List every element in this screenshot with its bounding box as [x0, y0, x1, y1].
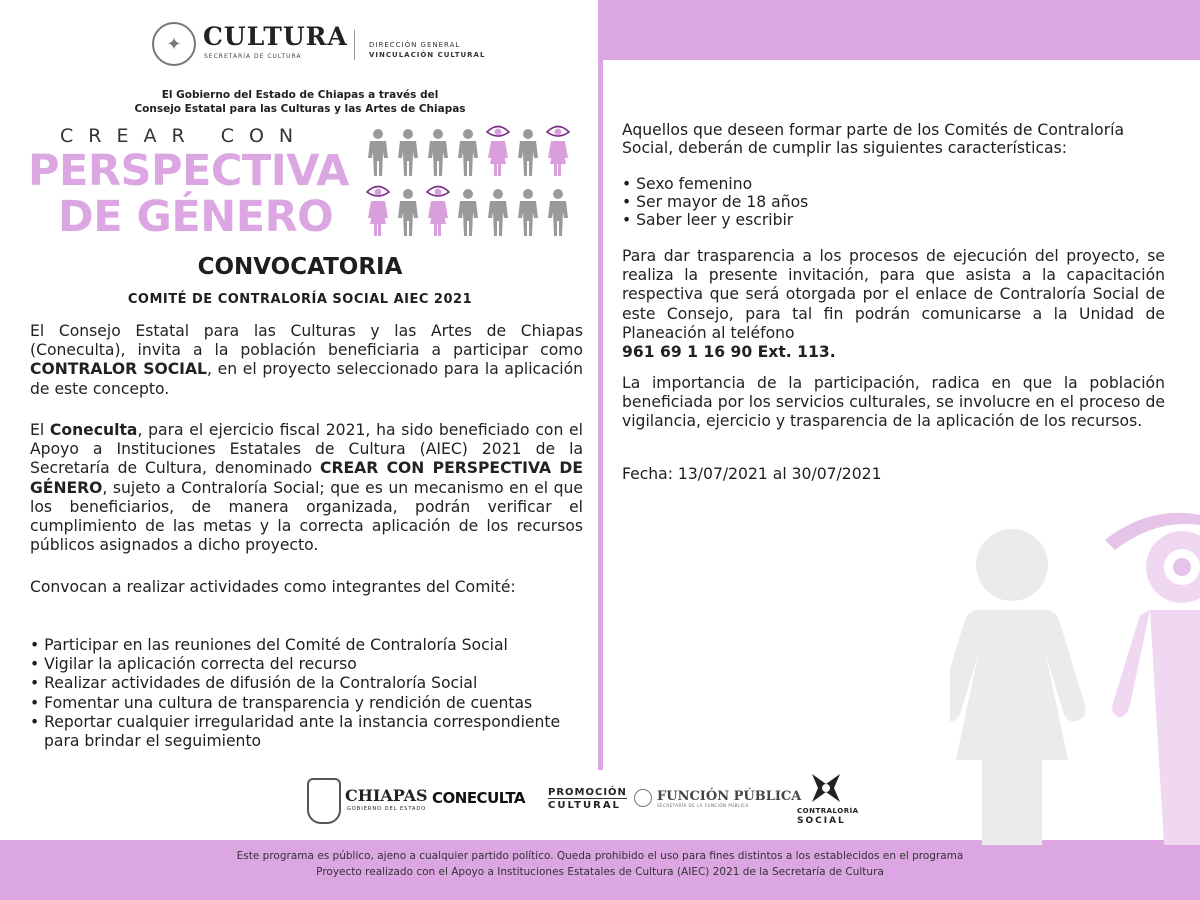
comite-subtitle: COMITÉ DE CONTRALORÍA SOCIAL AIEC 2021	[127, 292, 473, 307]
female-eye-figure-icon	[427, 187, 449, 237]
male-figure-icon	[428, 129, 448, 176]
male-figure-icon	[488, 189, 508, 236]
large-figures-graphic	[950, 505, 1200, 845]
project-name-highlight: CREAR CON PERSPECTIVA DE GÉNERO	[30, 459, 583, 497]
text: , sujeto a Contraloría Social; que es un mecanismo en el que los beneficiarios, de manera organizada, podrán verificar el cumplimiento de las metas y la correcta aplicación de los recursos públicos asignados a dicho proyecto.	[30, 478, 583, 555]
female-eye-figure-icon	[547, 127, 569, 177]
list-item: • Reportar cualquier irregularidad ante la instancia correspondiente para brindar el seguimiento	[30, 712, 561, 751]
pink-figure-body	[1112, 610, 1200, 845]
list-item: • Realizar actividades de difusión de la Contraloría Social	[30, 674, 478, 693]
list-item: • Participar en las reuniones del Comité de Contraloría Social	[30, 636, 508, 654]
campaign-de-genero: DE GÉNERO	[58, 192, 334, 242]
contraloria-social-logo-line2: SOCIAL	[797, 816, 846, 826]
column-divider	[598, 0, 603, 770]
decorative-top-bar	[600, 0, 1200, 60]
promocion-cultural-logo-line1: PROMOCIÓN	[548, 787, 627, 798]
right-paragraph-2	[622, 247, 1165, 362]
cultura-subtitle: SECRETARÍA DE CULTURA	[204, 53, 302, 60]
eye-pupil-icon	[1173, 558, 1191, 576]
requirements-list	[622, 175, 1162, 229]
left-paragraph-3: Convocan a realizar actividades como integrantes del Comité:	[30, 578, 516, 596]
chiapas-shield-icon	[307, 778, 341, 824]
male-figure-icon	[518, 129, 538, 176]
list-item: • Saber leer y escribir	[622, 211, 794, 229]
right-paragraph-3: La importancia de la participación, radica en que la población beneficiada por los servicios culturales, se involucre en el proceso de vigilancia, ejercicio y trasparencia de la aplicación de los recursos.	[622, 374, 1165, 431]
cultura-logo: CULTURA	[203, 22, 348, 51]
male-figure-icon	[398, 129, 418, 176]
vinculacion-cultural-label: VINCULACIÓN CULTURAL	[369, 51, 486, 59]
coneculta-logo: CONECULTA	[432, 789, 525, 807]
chiapas-logo-subtitle: GOBIERNO DEL ESTADO	[347, 806, 427, 812]
header-divider	[354, 30, 355, 60]
gray-figure-body	[950, 610, 1086, 845]
contralor-social-highlight: CONTRALOR SOCIAL	[30, 360, 207, 379]
direccion-general-label: DIRECCIÓN GENERAL	[369, 41, 461, 49]
list-item: • Sexo femenino	[622, 175, 753, 193]
funcion-publica-seal-icon	[634, 789, 652, 807]
text: , para el ejercicio fiscal 2021, ha sido beneficiado con el Apoyo a Instituciones Estatales de Cultura (AIEC) 2021 de la Secretaría de Cultura, denominado	[30, 421, 583, 478]
female-eye-figure-icon	[487, 127, 509, 177]
text: , en el proyecto seleccionado para la aplicación de este concepto.	[30, 360, 583, 398]
list-item: • Vigilar la aplicación correcta del recurso	[30, 655, 357, 674]
mexico-seal-icon: ✦	[152, 22, 196, 66]
contraloria-social-icon	[808, 770, 844, 806]
female-eye-figure-icon	[367, 187, 389, 237]
footer-disclaimer: Este programa es público, ajeno a cualquier partido político. Queda prohibido el uso para fines distintos a los establecidos en el programa	[236, 850, 964, 862]
gray-figure-head	[976, 529, 1048, 601]
intro-line-1: El Gobierno del Estado de Chiapas a través del	[161, 89, 439, 101]
coneculta-highlight: Coneculta	[49, 421, 138, 439]
left-paragraph-2	[30, 421, 583, 555]
male-figure-icon	[458, 189, 478, 236]
chiapas-logo: CHIAPAS	[345, 786, 428, 805]
phone-number: 961 69 1 16 90 Ext. 113.	[622, 343, 836, 362]
promocion-cultural-logo-line2: CULTURAL	[548, 800, 621, 811]
left-paragraph-1	[30, 322, 583, 399]
right-paragraph-1: Aquellos que deseen formar parte de los Comités de Contraloría Social, deberán de cumplir las siguientes características:	[622, 121, 1124, 157]
intro-line-2: Consejo Estatal para las Culturas y las Artes de Chiapas	[134, 103, 466, 115]
funcion-publica-subtitle: SECRETARÍA DE LA FUNCIÓN PÚBLICA	[657, 803, 749, 808]
list-item: • Ser mayor de 18 años	[622, 193, 809, 211]
funcion-publica-logo: FUNCIÓN PÚBLICA	[657, 789, 802, 804]
people-figures-graphic	[362, 124, 582, 239]
campaign-perspectiva: PERSPECTIVA	[28, 146, 349, 196]
male-figure-icon	[368, 129, 388, 176]
text: Para dar trasparencia a los procesos de ejecución del proyecto, se realiza la presente invitación, para que asista a la capacitación respectiva que será otorgada por el enlace de Contraloría Social de este Consejo, para tal fin podrán comunicarse a la Unidad de Planeación al teléfono	[622, 247, 1165, 342]
male-figure-icon	[518, 189, 538, 236]
fecha-label: Fecha: 13/07/2021 al 30/07/2021	[622, 465, 882, 483]
text: El	[30, 421, 50, 439]
convocatoria-title: CONVOCATORIA	[197, 254, 403, 280]
contraloria-social-logo-line1: CONTRALORÍA	[797, 807, 859, 815]
text: El Consejo Estatal para las Culturas y las Artes de Chiapas (Coneculta), invita a la población beneficiaria a participar como	[30, 322, 583, 360]
activities-list	[30, 636, 590, 751]
footer-credit: Proyecto realizado con el Apoyo a Instituciones Estatales de Cultura (AIEC) 2021 de la Secretaría de Cultura	[316, 866, 884, 878]
male-figure-icon	[398, 189, 418, 236]
male-figure-icon	[548, 189, 568, 236]
list-item: • Fomentar una cultura de transparencia y rendición de cuentas	[30, 693, 533, 712]
campaign-crear-con: CREAR CON	[60, 125, 309, 147]
male-figure-icon	[458, 129, 478, 176]
